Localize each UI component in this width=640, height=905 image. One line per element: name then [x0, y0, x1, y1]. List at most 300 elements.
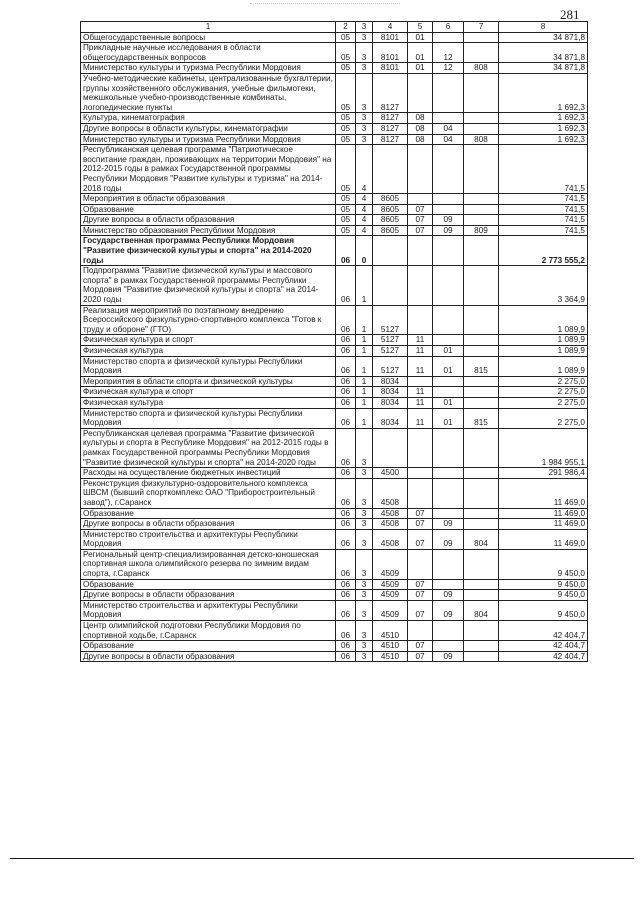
budget-table [80, 21, 588, 662]
amount-cell: 34 871,8 [499, 63, 588, 74]
article-code-cell [373, 266, 408, 305]
subchapter-code-cell [433, 266, 464, 305]
item-name-cell: Реализация мероприятий по поэтапному внедрению Всероссийского физкультурно-спортивного комплекса "Готов к труду и обороне" (ГТО) [81, 305, 336, 335]
table-row [81, 641, 588, 652]
amount-cell: 2 275,0 [499, 376, 588, 387]
amount-cell: 34 871,8 [499, 43, 588, 63]
item-name-cell: Министерство спорта и физической культуры Республики Мордовия [81, 408, 336, 428]
subchapter-code-cell [433, 73, 464, 112]
chapter-code-cell: 08 [408, 113, 433, 124]
section-code-cell: 05 [336, 145, 356, 194]
article-code-cell: 4500 [373, 468, 408, 479]
subchapter-code-cell [433, 621, 464, 641]
section-code-cell: 06 [336, 387, 356, 398]
chapter-code-cell [408, 478, 433, 508]
department-code-cell [464, 549, 499, 579]
subprogram-code-cell: 3 [356, 621, 373, 641]
table-row [81, 408, 588, 428]
subprogram-code-cell: 1 [356, 356, 373, 376]
item-name-cell: Расходы на осуществление бюджетных инвестиций [81, 468, 336, 479]
article-code-cell: 8605 [373, 204, 408, 215]
department-code-cell [464, 478, 499, 508]
article-code-cell: 4508 [373, 508, 408, 519]
subchapter-code-cell: 09 [433, 600, 464, 620]
amount-cell: 1 692,3 [499, 123, 588, 134]
subchapter-code-cell: 09 [433, 225, 464, 236]
chapter-code-cell: 07 [408, 590, 433, 601]
subchapter-code-cell: 04 [433, 134, 464, 145]
amount-cell: 1 692,3 [499, 134, 588, 145]
table-row [81, 266, 588, 305]
department-code-cell [464, 43, 499, 63]
item-name-cell: Другие вопросы в области образования [81, 215, 336, 226]
subchapter-code-cell [433, 194, 464, 205]
subprogram-code-cell: 1 [356, 346, 373, 357]
article-code-cell: 4508 [373, 478, 408, 508]
section-code-cell: 06 [336, 600, 356, 620]
article-code-cell: 5127 [373, 356, 408, 376]
section-code-cell: 05 [336, 215, 356, 226]
subchapter-code-cell: 12 [433, 63, 464, 74]
table-row [81, 145, 588, 194]
section-code-cell: 05 [336, 225, 356, 236]
department-code-cell: 808 [464, 63, 499, 74]
department-code-cell [464, 236, 499, 266]
section-code-cell: 05 [336, 134, 356, 145]
subchapter-code-cell [433, 335, 464, 346]
section-code-cell: 06 [336, 266, 356, 305]
department-code-cell [464, 641, 499, 652]
subchapter-code-cell [433, 641, 464, 652]
subchapter-code-cell [433, 387, 464, 398]
subprogram-code-cell: 4 [356, 225, 373, 236]
subprogram-code-cell: 1 [356, 305, 373, 335]
section-code-cell: 06 [336, 621, 356, 641]
header-cell: 6 [433, 22, 464, 33]
amount-cell: 741,5 [499, 215, 588, 226]
article-code-cell: 8127 [373, 73, 408, 112]
table-row [81, 579, 588, 590]
article-code-cell: 8101 [373, 32, 408, 43]
section-code-cell: 05 [336, 32, 356, 43]
article-code-cell [373, 236, 408, 266]
subchapter-code-cell [433, 579, 464, 590]
scan-artifact [250, 3, 400, 6]
article-code-cell: 8605 [373, 194, 408, 205]
item-name-cell: Образование [81, 508, 336, 519]
article-code-cell: 8034 [373, 397, 408, 408]
section-code-cell: 05 [336, 123, 356, 134]
table-row [81, 215, 588, 226]
department-code-cell [464, 508, 499, 519]
article-code-cell: 8127 [373, 123, 408, 134]
table-row [81, 113, 588, 124]
item-name-cell: Другие вопросы в области образования [81, 651, 336, 662]
table-row [81, 73, 588, 112]
table-row [81, 335, 588, 346]
amount-cell: 11 469,0 [499, 529, 588, 549]
item-name-cell: Подпрограмма "Развитие физической культуры и массового спорта" в рамках Государственной программы Республики Мордовия "Развитие физической культуры и спорта" на 2014-2020 годы [81, 266, 336, 305]
item-name-cell: Физическая культура и спорт [81, 335, 336, 346]
table-row [81, 549, 588, 579]
chapter-code-cell: 08 [408, 123, 433, 134]
table-row [81, 236, 588, 266]
subchapter-code-cell [433, 508, 464, 519]
amount-cell: 1 089,9 [499, 356, 588, 376]
table-row [81, 468, 588, 479]
amount-cell: 741,5 [499, 145, 588, 194]
chapter-code-cell: 11 [408, 356, 433, 376]
bottom-rule [10, 858, 634, 859]
item-name-cell: Министерство культуры и туризма Республики Мордовия [81, 134, 336, 145]
table-row [81, 376, 588, 387]
department-code-cell: 815 [464, 356, 499, 376]
subprogram-code-cell: 3 [356, 123, 373, 134]
subprogram-code-cell: 3 [356, 134, 373, 145]
subchapter-code-cell [433, 236, 464, 266]
department-code-cell [464, 651, 499, 662]
chapter-code-cell [408, 428, 433, 467]
subchapter-code-cell [433, 204, 464, 215]
subprogram-code-cell: 4 [356, 145, 373, 194]
subchapter-code-cell: 09 [433, 529, 464, 549]
section-code-cell: 06 [336, 346, 356, 357]
item-name-cell: Министерство спорта и физической культуры Республики Мордовия [81, 356, 336, 376]
amount-cell: 741,5 [499, 225, 588, 236]
chapter-code-cell [408, 236, 433, 266]
amount-cell: 1 692,3 [499, 113, 588, 124]
department-code-cell [464, 579, 499, 590]
table-row [81, 32, 588, 43]
section-code-cell: 06 [336, 579, 356, 590]
subprogram-code-cell: 3 [356, 590, 373, 601]
article-code-cell: 4509 [373, 549, 408, 579]
table-row [81, 346, 588, 357]
article-code-cell: 8127 [373, 113, 408, 124]
item-name-cell: Образование [81, 579, 336, 590]
subchapter-code-cell [433, 428, 464, 467]
amount-cell: 42 404,7 [499, 621, 588, 641]
article-code-cell: 8101 [373, 43, 408, 63]
department-code-cell [464, 346, 499, 357]
subchapter-code-cell [433, 549, 464, 579]
section-code-cell: 06 [336, 508, 356, 519]
department-code-cell [464, 519, 499, 530]
table-row [81, 305, 588, 335]
header-cell: 8 [499, 22, 588, 33]
header-cell: 2 [336, 22, 356, 33]
amount-cell: 2 275,0 [499, 408, 588, 428]
chapter-code-cell [408, 376, 433, 387]
section-code-cell: 06 [336, 408, 356, 428]
department-code-cell [464, 113, 499, 124]
table-body [81, 22, 588, 662]
subprogram-code-cell: 3 [356, 428, 373, 467]
item-name-cell: Центр олимпийской подготовки Республики Мордовия по спортивной ходьбе, г.Саранск [81, 621, 336, 641]
subchapter-code-cell: 09 [433, 519, 464, 530]
department-code-cell [464, 397, 499, 408]
subprogram-code-cell: 4 [356, 204, 373, 215]
amount-cell: 1 089,9 [499, 335, 588, 346]
article-code-cell [373, 428, 408, 467]
table-row [81, 356, 588, 376]
subprogram-code-cell: 1 [356, 376, 373, 387]
subchapter-code-cell: 09 [433, 590, 464, 601]
table-row [81, 134, 588, 145]
section-code-cell: 06 [336, 305, 356, 335]
table-header-row [81, 22, 588, 33]
department-code-cell [464, 215, 499, 226]
subprogram-code-cell: 3 [356, 32, 373, 43]
item-name-cell: Министерство образования Республики Мордовия [81, 225, 336, 236]
subprogram-code-cell: 3 [356, 651, 373, 662]
subprogram-code-cell: 1 [356, 266, 373, 305]
amount-cell: 2 773 555,2 [499, 236, 588, 266]
amount-cell: 11 469,0 [499, 519, 588, 530]
section-code-cell: 05 [336, 194, 356, 205]
chapter-code-cell [408, 621, 433, 641]
subprogram-code-cell: 3 [356, 73, 373, 112]
article-code-cell: 8034 [373, 387, 408, 398]
section-code-cell: 06 [336, 428, 356, 467]
amount-cell: 1 089,9 [499, 346, 588, 357]
department-code-cell: 804 [464, 600, 499, 620]
subprogram-code-cell: 3 [356, 549, 373, 579]
chapter-code-cell [408, 549, 433, 579]
table-row [81, 63, 588, 74]
amount-cell: 9 450,0 [499, 600, 588, 620]
department-code-cell: 815 [464, 408, 499, 428]
chapter-code-cell: 11 [408, 408, 433, 428]
department-code-cell [464, 32, 499, 43]
amount-cell: 42 404,7 [499, 641, 588, 652]
item-name-cell: Физическая культура и спорт [81, 387, 336, 398]
chapter-code-cell: 07 [408, 508, 433, 519]
table-row [81, 600, 588, 620]
amount-cell: 11 469,0 [499, 478, 588, 508]
amount-cell: 1 089,9 [499, 305, 588, 335]
article-code-cell: 8101 [373, 63, 408, 74]
subprogram-code-cell: 3 [356, 579, 373, 590]
amount-cell: 1 692,3 [499, 73, 588, 112]
item-name-cell: Другие вопросы в области образования [81, 590, 336, 601]
article-code-cell: 4510 [373, 621, 408, 641]
chapter-code-cell: 07 [408, 641, 433, 652]
item-name-cell: Министерство строительства и архитектуры Республики Мордовия [81, 600, 336, 620]
subchapter-code-cell [433, 113, 464, 124]
article-code-cell: 8034 [373, 376, 408, 387]
amount-cell: 11 469,0 [499, 508, 588, 519]
subprogram-code-cell: 3 [356, 519, 373, 530]
item-name-cell: Учебно-методические кабинеты, централизованные бухгалтерии, группы хозяйственного обслуживания, учебные фильмотеки, межшкольные учебно-производственные комбинаты, логопедические пункты [81, 73, 336, 112]
amount-cell: 42 404,7 [499, 651, 588, 662]
chapter-code-cell [408, 73, 433, 112]
article-code-cell: 8605 [373, 215, 408, 226]
subchapter-code-cell: 09 [433, 651, 464, 662]
subprogram-code-cell: 3 [356, 508, 373, 519]
section-code-cell: 06 [336, 651, 356, 662]
subchapter-code-cell [433, 376, 464, 387]
header-cell: 5 [408, 22, 433, 33]
subprogram-code-cell: 0 [356, 236, 373, 266]
section-code-cell: 06 [336, 356, 356, 376]
article-code-cell: 8127 [373, 134, 408, 145]
section-code-cell: 06 [336, 519, 356, 530]
header-cell: 3 [356, 22, 373, 33]
subprogram-code-cell: 1 [356, 335, 373, 346]
article-code-cell [373, 145, 408, 194]
subprogram-code-cell: 3 [356, 641, 373, 652]
article-code-cell: 4509 [373, 579, 408, 590]
section-code-cell: 05 [336, 204, 356, 215]
subchapter-code-cell [433, 478, 464, 508]
item-name-cell: Министерство культуры и туризма Республики Мордовия [81, 63, 336, 74]
chapter-code-cell: 01 [408, 32, 433, 43]
section-code-cell: 06 [336, 236, 356, 266]
header-cell: 4 [373, 22, 408, 33]
subprogram-code-cell: 4 [356, 215, 373, 226]
chapter-code-cell [408, 266, 433, 305]
subchapter-code-cell: 04 [433, 123, 464, 134]
amount-cell: 741,5 [499, 194, 588, 205]
item-name-cell: Общегосударственные вопросы [81, 32, 336, 43]
department-code-cell: 808 [464, 134, 499, 145]
article-code-cell: 5127 [373, 346, 408, 357]
department-code-cell [464, 266, 499, 305]
subprogram-code-cell: 3 [356, 600, 373, 620]
department-code-cell [464, 123, 499, 134]
chapter-code-cell: 01 [408, 43, 433, 63]
department-code-cell [464, 387, 499, 398]
subchapter-code-cell [433, 305, 464, 335]
subchapter-code-cell: 12 [433, 43, 464, 63]
amount-cell: 2 275,0 [499, 387, 588, 398]
item-name-cell: Региональный центр-специализированная детско-юношеская спортивная школа олимпийского резерва по зимним видам спорта, г.Саранск [81, 549, 336, 579]
subprogram-code-cell: 3 [356, 529, 373, 549]
department-code-cell: 809 [464, 225, 499, 236]
chapter-code-cell: 11 [408, 346, 433, 357]
table-row [81, 123, 588, 134]
chapter-code-cell: 11 [408, 335, 433, 346]
department-code-cell [464, 428, 499, 467]
header-cell: 7 [464, 22, 499, 33]
item-name-cell: Прикладные научные исследования в области общегосударственных вопросов [81, 43, 336, 63]
amount-cell: 34 871,8 [499, 32, 588, 43]
section-code-cell: 06 [336, 529, 356, 549]
item-name-cell: Республиканская целевая программа "Развитие физической культуры и спорта в Республике Мордовия" на 2012-2015 годы в рамках Государственной программы Республики Мордовия "Развитие физической культуры и спорта" на 2014-2020 годы [81, 428, 336, 467]
table-row [81, 397, 588, 408]
section-code-cell: 06 [336, 376, 356, 387]
item-name-cell: Реконструкция физкультурно-оздоровительного комплекса ШВСМ (бывший спорткомплекс ОАО "Приборостроительный завод"), г.Саранск [81, 478, 336, 508]
section-code-cell: 06 [336, 590, 356, 601]
department-code-cell [464, 468, 499, 479]
subprogram-code-cell: 3 [356, 63, 373, 74]
table-row [81, 194, 588, 205]
table-row [81, 621, 588, 641]
item-name-cell: Физическая культура [81, 346, 336, 357]
department-code-cell [464, 305, 499, 335]
table-row [81, 651, 588, 662]
subchapter-code-cell: 09 [433, 215, 464, 226]
subchapter-code-cell [433, 468, 464, 479]
article-code-cell: 4510 [373, 651, 408, 662]
chapter-code-cell: 07 [408, 529, 433, 549]
section-code-cell: 06 [336, 641, 356, 652]
section-code-cell: 06 [336, 478, 356, 508]
table-row [81, 428, 588, 467]
chapter-code-cell: 08 [408, 134, 433, 145]
department-code-cell [464, 590, 499, 601]
section-code-cell: 06 [336, 335, 356, 346]
table-row [81, 204, 588, 215]
item-name-cell: Культура, кинематография [81, 113, 336, 124]
article-code-cell: 8605 [373, 225, 408, 236]
item-name-cell: Образование [81, 204, 336, 215]
table-row [81, 43, 588, 63]
subprogram-code-cell: 4 [356, 194, 373, 205]
table-row [81, 387, 588, 398]
header-cell: 1 [81, 22, 336, 33]
subchapter-code-cell [433, 32, 464, 43]
department-code-cell [464, 621, 499, 641]
subchapter-code-cell: 01 [433, 397, 464, 408]
subprogram-code-cell: 1 [356, 397, 373, 408]
table-row [81, 508, 588, 519]
chapter-code-cell: 07 [408, 225, 433, 236]
department-code-cell: 804 [464, 529, 499, 549]
chapter-code-cell: 07 [408, 204, 433, 215]
item-name-cell: Физическая культура [81, 397, 336, 408]
subchapter-code-cell: 01 [433, 346, 464, 357]
chapter-code-cell: 07 [408, 600, 433, 620]
table-row [81, 519, 588, 530]
chapter-code-cell: 07 [408, 579, 433, 590]
amount-cell: 9 450,0 [499, 590, 588, 601]
item-name-cell: Министерство строительства и архитектуры Республики Мордовия [81, 529, 336, 549]
item-name-cell: Другие вопросы в области культуры, кинематографии [81, 123, 336, 134]
subprogram-code-cell: 3 [356, 468, 373, 479]
item-name-cell: Образование [81, 641, 336, 652]
section-code-cell: 06 [336, 397, 356, 408]
subchapter-code-cell [433, 145, 464, 194]
chapter-code-cell [408, 194, 433, 205]
department-code-cell [464, 145, 499, 194]
subprogram-code-cell: 1 [356, 387, 373, 398]
section-code-cell: 05 [336, 43, 356, 63]
chapter-code-cell: 11 [408, 397, 433, 408]
article-code-cell: 8034 [373, 408, 408, 428]
amount-cell: 291 986,4 [499, 468, 588, 479]
section-code-cell: 05 [336, 63, 356, 74]
chapter-code-cell [408, 468, 433, 479]
chapter-code-cell: 01 [408, 63, 433, 74]
chapter-code-cell: 07 [408, 519, 433, 530]
department-code-cell [464, 335, 499, 346]
table-row [81, 590, 588, 601]
subprogram-code-cell: 1 [356, 408, 373, 428]
amount-cell: 9 450,0 [499, 549, 588, 579]
item-name-cell: Мероприятия в области спорта и физической культуры [81, 376, 336, 387]
item-name-cell: Другие вопросы в области образования [81, 519, 336, 530]
article-code-cell: 4508 [373, 529, 408, 549]
table-row [81, 478, 588, 508]
chapter-code-cell: 07 [408, 651, 433, 662]
subprogram-code-cell: 3 [356, 43, 373, 63]
article-code-cell: 5127 [373, 335, 408, 346]
amount-cell: 741,5 [499, 204, 588, 215]
chapter-code-cell: 07 [408, 215, 433, 226]
chapter-code-cell [408, 305, 433, 335]
